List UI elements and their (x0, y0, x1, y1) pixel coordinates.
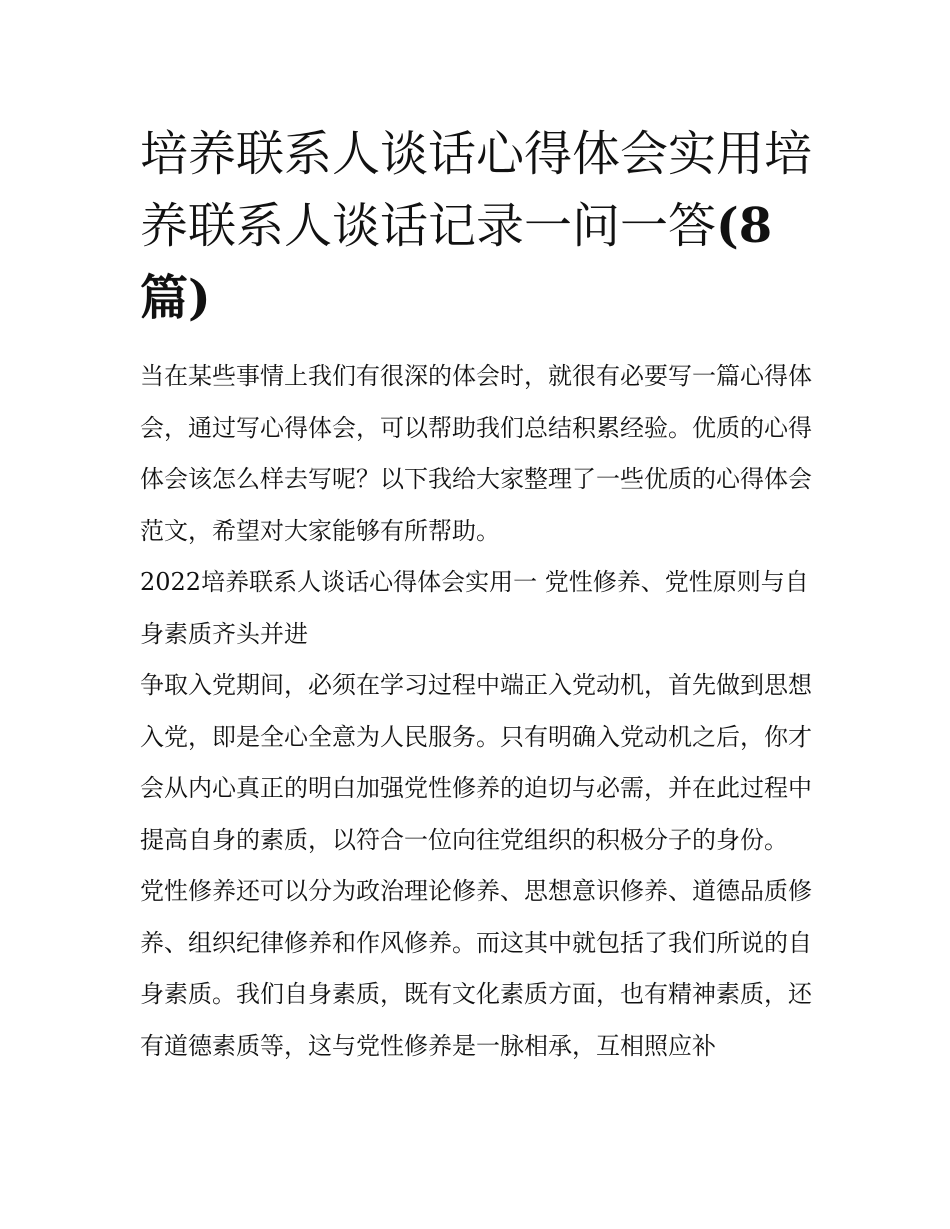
document-body (140, 118, 812, 1072)
intro-paragraph: 当在某些事情上我们有很深的体会时，就很有必要写一篇心得体会，通过写心得体会，可以帮助我们总结积累经验。优质的心得体会该怎么样去写呢？以下我给大家整理了一些优质的心得体会范文，希望对大家能够有所帮助。 (140, 362, 812, 545)
document-title (140, 118, 812, 334)
title-count-text: (8篇) (140, 198, 773, 326)
title-main-text: 培养联系人谈话心得体会实用培养联系人谈话记录一问一答 (140, 126, 813, 254)
body-paragraph-1: 争取入党期间，必须在学习过程中端正入党动机，首先做到思想入党，即是全心全意为人民服务。只有明确入党动机之后，你才会从内心真正的明白加强党性修养的迫切与必需，并在此过程中提高自身的素质，以符合一位向往党组织的积极分子的身份。 (140, 671, 812, 854)
section-heading: 2022培养联系人谈话心得体会实用一 党性修养、党性原则与自身素质齐头并进 (140, 568, 809, 648)
body-paragraph-2: 党性修养还可以分为政治理论修养、思想意识修养、道德品质修养、组织纪律修养和作风修养。而这其中就包括了我们所说的自身素质。我们自身素质，既有文化素质方面，也有精神素质，还有道德素质等，这与党性修养是一脉相承，互相照应补 (140, 877, 812, 1060)
